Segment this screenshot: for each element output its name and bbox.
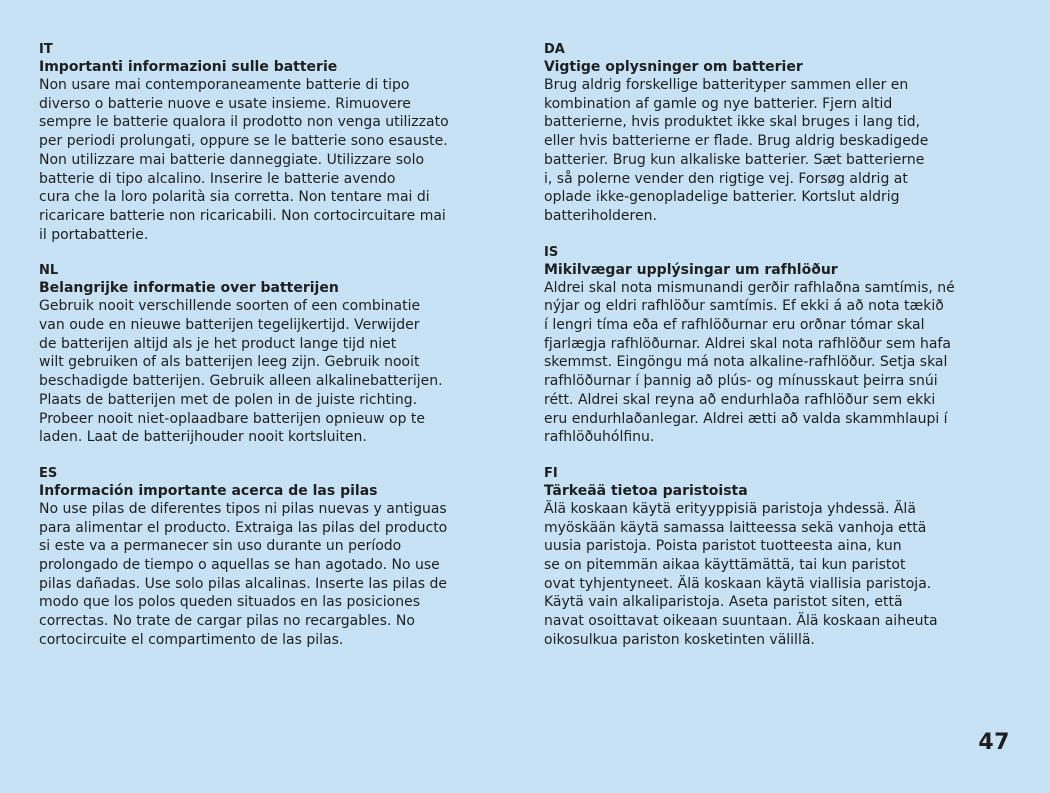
body-line: Non utilizzare mai batterie danneggiate. Utilizzare solo (39, 151, 425, 168)
language-code: FI (544, 465, 558, 481)
section-es (39, 466, 509, 650)
section-it (39, 42, 509, 244)
section-heading: Vigtige oplysninger om batterier (544, 59, 803, 75)
body-line: sempre le batterie qualora il prodotto non venga utilizzato (39, 114, 449, 131)
body-line: cura che la loro polarità sia corretta. Non tentare mai di (39, 189, 430, 206)
body-line: si este va a permanecer sin uso durante un período (39, 538, 402, 555)
body-line: Probeer nooit niet-oplaadbare batterijen opnieuw op te (39, 410, 426, 427)
body-line: wilt gebruiken of als batterijen leeg zijn. Gebruik nooit (39, 354, 420, 371)
body-line: oplade ikke-genopladelige batterier. Kortslut aldrig (544, 189, 900, 206)
body-line: se on pitemmän aikaa käyttämättä, tai kun paristot (544, 557, 906, 574)
body-line: batterie di tipo alcalino. Inserire le batterie avendo (39, 170, 396, 187)
language-code: IT (39, 42, 53, 57)
body-line: Non usare mai contemporaneamente batterie di tipo (39, 77, 410, 93)
body-line: i, så polerne vender den rigtige vej. Forsøg aldrig at (544, 170, 908, 187)
section-nl (39, 263, 509, 447)
body-line: ovat tyhjentyneet. Älä koskaan käytä viallisia paristoja. (544, 575, 932, 592)
body-line: oikosulkua pariston kosketinten välillä. (544, 631, 815, 648)
body-line: í lengri tíma eða ef rafhlöðurnar eru orðnar tómar skal (544, 317, 925, 334)
body-line: de batterijen altijd als je het product lange tijd niet (39, 335, 397, 352)
section-heading: Mikilvægar upplýsingar um rafhlöður (544, 261, 838, 278)
section-da (544, 42, 1014, 226)
body-line: ricaricare batterie non ricaricabili. Non cortocircuitare mai (39, 207, 446, 224)
body-line: kombination af gamle og nye batterier. Fjern altid (544, 95, 893, 112)
body-line: myöskään käytä samassa laitteessa sekä vanhoja että (544, 519, 927, 536)
body-line: Brug aldrig forskellige batterityper sammen eller en (544, 77, 909, 93)
body-line: rafhlöðurnar í þannig að plús- og mínusskaut þeirra snúi (544, 373, 938, 390)
body-line: Plaats de batterijen met de polen in de juiste richting. (39, 391, 418, 408)
language-code: NL (39, 263, 59, 279)
page-number: 47 (978, 730, 1010, 755)
section-fi (544, 466, 1014, 650)
body-line: No use pilas de diferentes tipos ni pilas nuevas y antiguas (39, 500, 447, 517)
body-line: uusia paristoja. Poista paristot tuotteesta aina, kun (544, 538, 902, 555)
section-is (544, 245, 1014, 447)
body-line: laden. Laat de batterijhouder nooit kortsluiten. (39, 429, 367, 446)
body-line: batteriholderen. (544, 207, 657, 224)
section-heading: Importanti informazioni sulle batterie (39, 59, 338, 75)
body-line: para alimentar el producto. Extraiga las pilas del producto (39, 519, 448, 536)
body-line: eru endurhlaðanlegar. Aldrei ætti að valda skammhlaupi í (544, 410, 948, 427)
right-column (544, 42, 1014, 669)
body-line: il portabatterie. (39, 226, 149, 243)
body-line: modo que los polos queden situados en las posiciones (39, 594, 421, 611)
body-line: cortocircuite el compartimento de las pilas. (39, 631, 344, 648)
body-line: Älä koskaan käytä erityyppisiä paristoja yhdessä. Älä (544, 500, 916, 517)
body-line: diverso o batterie nuove e usate insieme. Rimuovere (39, 95, 411, 112)
body-line: skemmst. Eingöngu má nota alkaline-rafhlöður. Setja skal (544, 354, 948, 371)
body-line: fjarlægja rafhlöðurnar. Aldrei skal nota rafhlöður sem hafa (544, 335, 951, 352)
body-line: batterierne, hvis produktet ikke skal bruges i lang tid, (544, 114, 921, 131)
body-line: van oude en nieuwe batterijen tegelijkertijd. Verwijder (39, 317, 420, 334)
left-column (39, 42, 509, 669)
body-line: per periodi prolungati, oppure se le batterie sono esauste. (39, 133, 448, 150)
language-code: ES (39, 465, 58, 481)
body-line: Käytä vain alkaliparistoja. Aseta paristot siten, että (544, 594, 903, 611)
language-code: IS (544, 244, 559, 260)
body-line: eller hvis batterierne er flade. Brug aldrig beskadigede (544, 133, 929, 150)
body-line: rafhlöðuhólfinu. (544, 429, 655, 446)
body-line: pilas dañadas. Use solo pilas alcalinas. Inserte las pilas de (39, 575, 448, 592)
body-line: Gebruik nooit verschillende soorten of een combinatie (39, 298, 421, 315)
body-line: nýjar og eldri rafhlöður samtímis. Ef ekki á að nota tækið (544, 298, 944, 315)
body-line: navat osoittavat oikeaan suuntaan. Älä koskaan aiheuta (544, 613, 938, 630)
body-line: rétt. Aldrei skal reyna að endurhlaða rafhlöður sem ekki (544, 391, 936, 408)
section-heading: Información importante acerca de las pilas (39, 482, 378, 499)
section-heading: Tärkeää tietoa paristoista (544, 482, 748, 499)
language-code: DA (544, 42, 565, 57)
body-line: beschadigde batterijen. Gebruik alleen alkalinebatterijen. (39, 373, 443, 390)
section-heading: Belangrijke informatie over batterijen (39, 280, 339, 297)
body-line: Aldrei skal nota mismunandi gerðir rafhlaðna samtímis, né (544, 279, 955, 296)
body-line: correctas. No trate de cargar pilas no recargables. No (39, 613, 415, 630)
body-line: batterier. Brug kun alkaliske batterier. Sæt batterierne (544, 151, 925, 168)
body-line: prolongado de tiempo o aquellas se han agotado. No use (39, 557, 440, 574)
